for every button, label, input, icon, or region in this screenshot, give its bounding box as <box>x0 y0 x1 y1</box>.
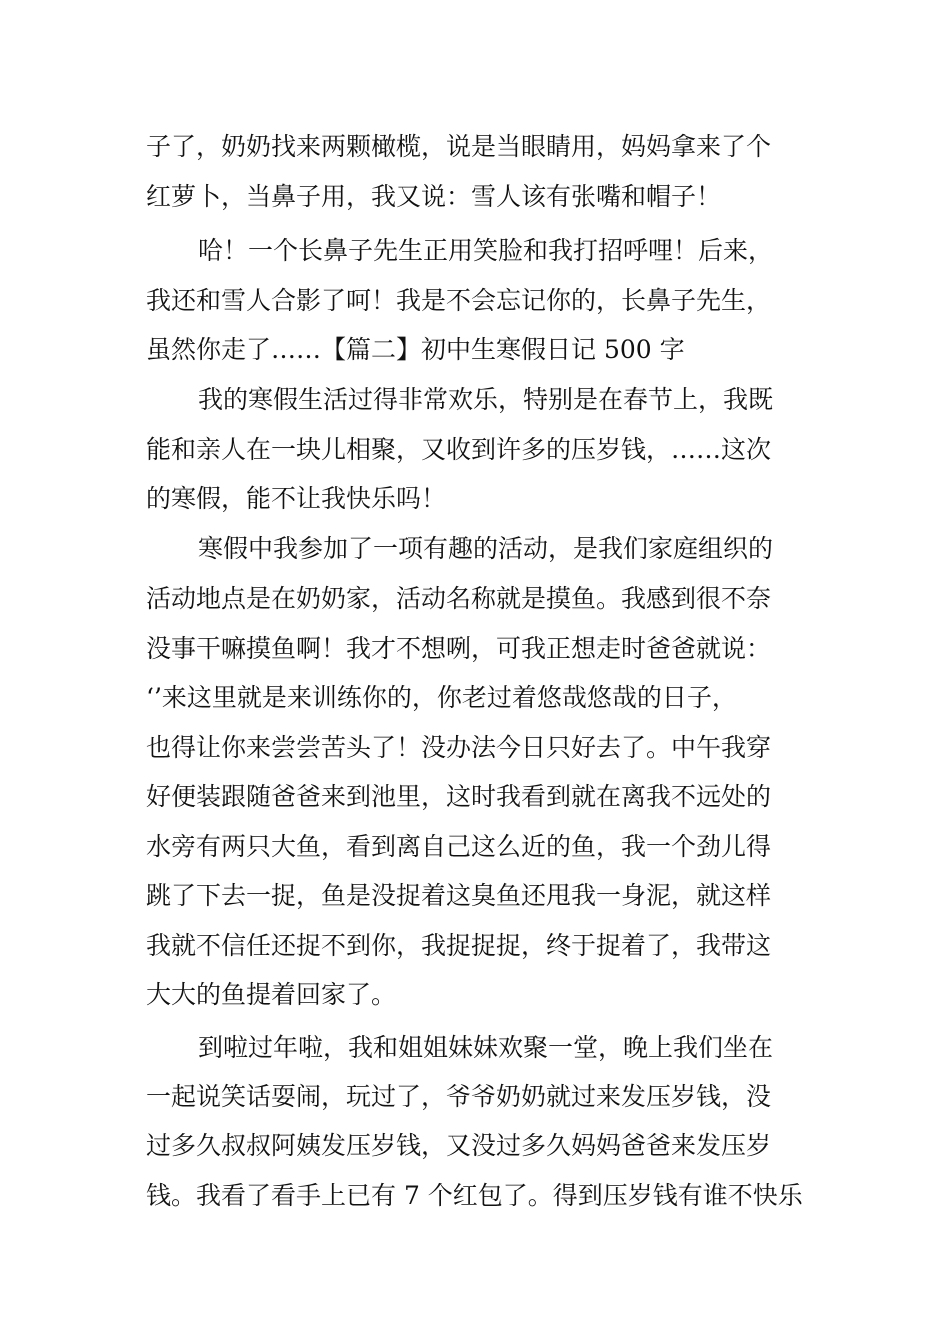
text-line: 水旁有两只大鱼，看到离自己这么近的鱼，我一个劲儿得 <box>146 832 772 861</box>
text-line: 也得让你来尝尝苦头了！没办法今日只好去了。中午我穿 <box>146 733 772 762</box>
text-line: 跳了下去一捉，鱼是没捉着这臭鱼还甩我一身泥，就这样 <box>146 881 772 910</box>
text-line: 一起说笑话耍闹，玩过了，爷爷奶奶就过来发压岁钱，没 <box>146 1082 772 1111</box>
text-line: 好便装跟随爸爸来到池里，这时我看到就在离我不远处的 <box>146 782 772 811</box>
text-line: 能和亲人在一块儿相聚，又收到许多的压岁钱，……这次 <box>146 435 772 464</box>
text-line: 红萝卜，当鼻子用，我又说：雪人该有张嘴和帽子！ <box>146 182 722 211</box>
paragraph-first-line: 到啦过年啦，我和姐姐妹妹欢聚一堂，晚上我们坐在 <box>198 1033 774 1062</box>
text-line: 钱。我看了看手上已有 7 个红包了。得到压岁钱有谁不快乐 <box>146 1181 803 1210</box>
text-line: 我还和雪人合影了呵！我是不会忘记你的，长鼻子先生， <box>146 286 772 315</box>
text-line: ‘’来这里就是来训练你的，你老过着悠哉悠哉的日子， <box>146 683 737 712</box>
text-line: 过多久叔叔阿姨发压岁钱，又没过多久妈妈爸爸来发压岁 <box>146 1131 772 1160</box>
text-line: 没事干嘛摸鱼啊！我才不想咧，可我正想走时爸爸就说： <box>146 634 772 663</box>
text-line: 的寒假，能不让我快乐吗！ <box>146 484 447 513</box>
text-line: 我就不信任还捉不到你，我捉捉捉，终于捉着了，我带这 <box>146 931 772 960</box>
text-line: 活动地点是在奶奶家，活动名称就是摸鱼。我感到很不奈 <box>146 584 772 613</box>
paragraph-first-line: 寒假中我参加了一项有趣的活动，是我们家庭组织的 <box>198 534 774 563</box>
paragraph-first-line: 哈！一个长鼻子先生正用笑脸和我打招呼哩！后来， <box>198 236 774 265</box>
paragraph-first-line: 我的寒假生活过得非常欢乐，特别是在春节上，我既 <box>198 385 774 414</box>
text-line: 大大的鱼提着回家了。 <box>146 980 397 1009</box>
text-line: 子了，奶奶找来两颗橄榄，说是当眼睛用，妈妈拿来了个 <box>146 132 772 161</box>
text-line: 虽然你走了……【篇二】初中生寒假日记 500 字 <box>146 335 685 364</box>
